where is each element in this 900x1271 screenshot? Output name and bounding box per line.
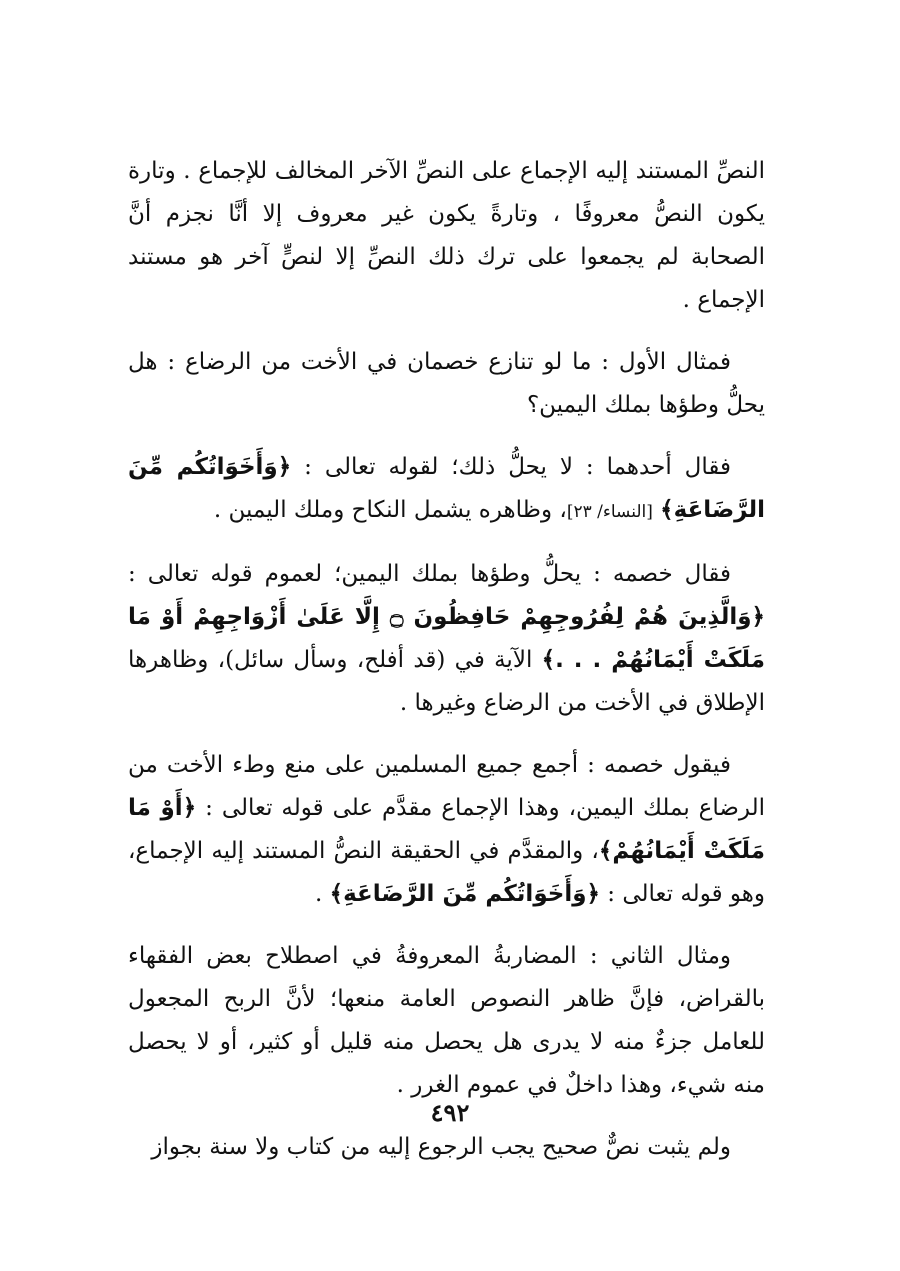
page-number: ٤٩٢ xyxy=(430,1098,470,1127)
quran-verse-2: ﴿وَأَخَوَاتُكُم مِّنَ الرَّضَاعَةِ﴾ xyxy=(329,881,600,907)
paragraph-4 xyxy=(128,553,765,725)
page-body xyxy=(128,150,765,1188)
paragraph-6 xyxy=(128,935,765,1107)
paragraph-4-after: الآية في (قد أفلح، وسأل سائل)، وظاهرها الإطلاق في الأخت من الرضاع وغيرها . xyxy=(128,647,765,716)
paragraph-3-before: فقال أحدهما : لا يحلُّ ذلك؛ لقوله تعالى : xyxy=(304,454,732,480)
paragraph-3-after: ، وظاهره يشمل النكاح وملك اليمين . xyxy=(213,497,567,523)
paragraph-4-before: فقال خصمه : يحلُّ وطؤها بملك اليمين؛ لعموم قوله تعالى : xyxy=(128,561,731,587)
quran-verse: ﴿وَأَخَوَاتُكُم مِّنَ الرَّضَاعَةِ﴾ xyxy=(128,454,765,523)
paragraph-6-text: ومثال الثاني : المضاربةُ المعروفةُ في اصطلاح بعض الفقهاء بالقراض، فإنَّ ظاهر النصوص العامة منعها؛ لأنَّ الربح المجعول للعامل جزءٌ منه لا يدرى هل يحصل منه قليل أو كثير، أو لا يحصل منه شيء، وهذا داخلٌ في عموم الغرر . xyxy=(128,943,765,1098)
paragraph-5-middle: ، والمقدَّم في الحقيقة النصُّ المستند إليه الإجماع، وهو قوله تعالى : xyxy=(128,838,765,907)
paragraph-1 xyxy=(128,150,765,322)
verse-reference: [النساء/ ٢٣] xyxy=(566,502,653,522)
paragraph-1-text: النصِّ المستند إليه الإجماع على النصِّ الآخر المخالف للإجماع . وتارة يكون النصُّ معروفًا ، وتارةً يكون غير معروف إلا أنَّا نجزم أنَّ الصحابة لم يجمعوا على ترك ذلك النصِّ إلا لنصٍّ آخر هو مستند الإجماع . xyxy=(128,158,765,313)
quran-verse: ﴿وَالَّذِينَ هُمْ لِفُرُوجِهِمْ حَافِظُونَ ۝ إِلَّا عَلَىٰ أَزْوَاجِهِمْ أَوْ مَا مَلَكَتْ أَيْمَانُهُمْ . . .﴾ xyxy=(128,604,766,673)
paragraph-2 xyxy=(128,341,765,427)
paragraph-5 xyxy=(128,744,765,916)
quran-verse: ﴿أَوْ مَا مَلَكَتْ أَيْمَانُهُمْ﴾ xyxy=(128,795,765,864)
paragraph-3 xyxy=(128,446,765,534)
paragraph-7 xyxy=(128,1126,765,1169)
paragraph-7-text: ولم يثبت نصٌّ صحيح يجب الرجوع إليه من كتاب ولا سنة بجواز xyxy=(151,1134,731,1160)
paragraph-2-text: فمثال الأول : ما لو تنازع خصمان في الأخت من الرضاع : هل يحلُّ وطؤها بملك اليمين؟ xyxy=(128,349,765,418)
paragraph-5-after: . xyxy=(314,881,323,907)
paragraph-5-before: فيقول خصمه : أجمع جميع المسلمين على منع وطء الأخت من الرضاع بملك اليمين، وهذا الإجماع مقدَّم على قوله تعالى : xyxy=(128,752,766,821)
